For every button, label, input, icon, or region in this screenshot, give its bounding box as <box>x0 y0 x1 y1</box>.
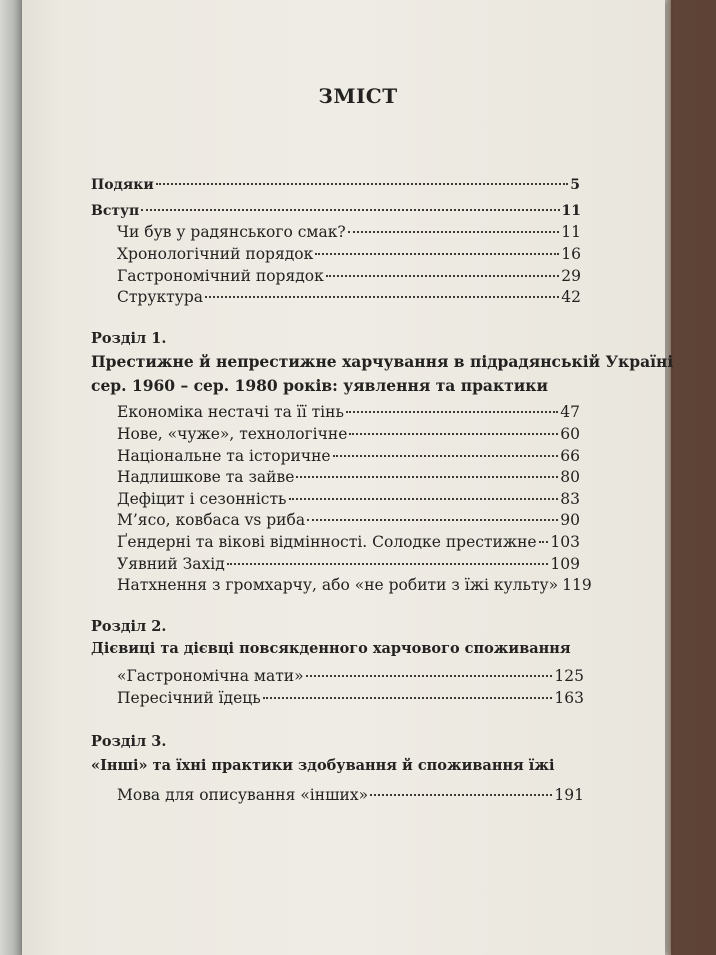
toc-entry-label: Структура <box>117 288 204 306</box>
leader-dots <box>296 475 558 478</box>
toc-entry-label: Пересічний їдець <box>117 689 261 707</box>
toc-entry-page: 80 <box>560 468 580 486</box>
page-edge <box>665 0 671 955</box>
toc-entry-label: Чи був у радянського смак? <box>117 223 346 241</box>
page-title: ЗМІСТ <box>318 84 398 108</box>
toc-entry-label: «Гастрономічна мати» <box>117 667 304 685</box>
leader-dots <box>349 432 558 435</box>
leader-dots <box>346 410 558 413</box>
toc-entry <box>117 555 580 573</box>
toc-entry-label: Подяки <box>91 177 154 193</box>
toc-entry-page: 103 <box>550 533 580 551</box>
leader-dots <box>326 274 559 277</box>
toc-entry <box>117 667 584 685</box>
toc-entry-page: 60 <box>560 425 580 443</box>
leader-dots <box>315 252 559 255</box>
toc-entry-page: 125 <box>554 667 584 685</box>
toc-entry <box>117 267 581 285</box>
toc-entry-label: Уявний Захід <box>117 555 225 573</box>
toc-entry-page: 5 <box>570 177 580 193</box>
toc-entry-page: 66 <box>560 447 580 465</box>
toc-entry-label: Дефіцит і сезонність <box>117 490 287 508</box>
toc-entry-vstup <box>91 203 581 219</box>
leader-dots <box>539 540 549 543</box>
toc-entry-page: 109 <box>550 555 580 573</box>
toc-entry-label: Гастрономічний порядок <box>117 267 324 285</box>
toc-entry-label: Хронологічний порядок <box>117 245 314 263</box>
toc-entry-label: М’ясо, ковбаса vs риба <box>117 511 306 529</box>
toc-entry <box>117 786 584 804</box>
leader-dots <box>289 497 559 500</box>
toc-entry-page: 119 <box>562 576 592 594</box>
toc-entry-page: 47 <box>560 403 580 421</box>
toc-entry-label: Економіка нестачі та її тінь <box>117 403 344 421</box>
leader-dots <box>333 454 559 457</box>
toc-entry <box>117 223 581 241</box>
toc-entry-podyaky <box>91 177 580 193</box>
toc-entry-label: Нове, «чуже», технологічне <box>117 425 348 443</box>
toc-entry-page: 163 <box>554 689 584 707</box>
toc-entry-page: 29 <box>561 267 581 285</box>
section-title: «Інші» та їхні практики здобування й споживання їжі <box>91 757 555 774</box>
toc-entry <box>117 533 580 551</box>
toc-entry-label: Надлишкове та зайве <box>117 468 295 486</box>
toc-entry <box>117 425 580 443</box>
book-spine <box>0 0 22 955</box>
toc-entry-page: 83 <box>560 490 580 508</box>
toc-entry <box>117 576 592 594</box>
toc-entry-label: Мова для описування «інших» <box>117 786 369 804</box>
toc-entry <box>117 245 581 263</box>
toc-entry-label: Національне та історичне <box>117 447 331 465</box>
leader-dots <box>227 562 549 565</box>
toc-entry <box>117 490 580 508</box>
toc-entry <box>117 689 584 707</box>
toc-entry-page: 16 <box>561 245 581 263</box>
leader-dots <box>263 696 553 699</box>
leader-dots <box>156 182 569 185</box>
toc-entry <box>117 403 580 421</box>
toc-entry-page: 42 <box>561 288 581 306</box>
toc-entry <box>117 511 580 529</box>
section-title: Дієвиці та дієвці повсякденного харчового споживання <box>91 640 571 657</box>
section-title: Престижне й непрестижне харчування в підрадянській Україні <box>91 352 674 371</box>
toc-entry <box>117 447 580 465</box>
toc-entry <box>117 288 581 306</box>
toc-entry-page: 90 <box>560 511 580 529</box>
leader-dots <box>307 518 558 521</box>
toc-entry-label: Натхнення з громхарчу, або «не робити з їжі культу» <box>117 576 559 594</box>
leader-dots <box>370 793 552 796</box>
toc-entry-page: 11 <box>561 223 581 241</box>
leader-dots <box>306 674 553 677</box>
toc-entry-label: Ґендерні та вікові відмінності. Солодке престижне <box>117 533 537 551</box>
section-number: Розділ 2. <box>91 618 167 635</box>
leader-dots <box>205 295 559 298</box>
toc-entry <box>117 468 580 486</box>
toc-entry-page: 191 <box>554 786 584 804</box>
toc-entry-page: 11 <box>561 203 581 219</box>
section-title: сер. 1960 – сер. 1980 років: уявлення та практики <box>91 376 548 395</box>
leader-dots <box>348 230 560 233</box>
leader-dots <box>141 208 559 211</box>
toc-entry-label: Вступ <box>91 203 140 219</box>
section-number: Розділ 1. <box>91 330 167 347</box>
section-number: Розділ 3. <box>91 733 167 750</box>
